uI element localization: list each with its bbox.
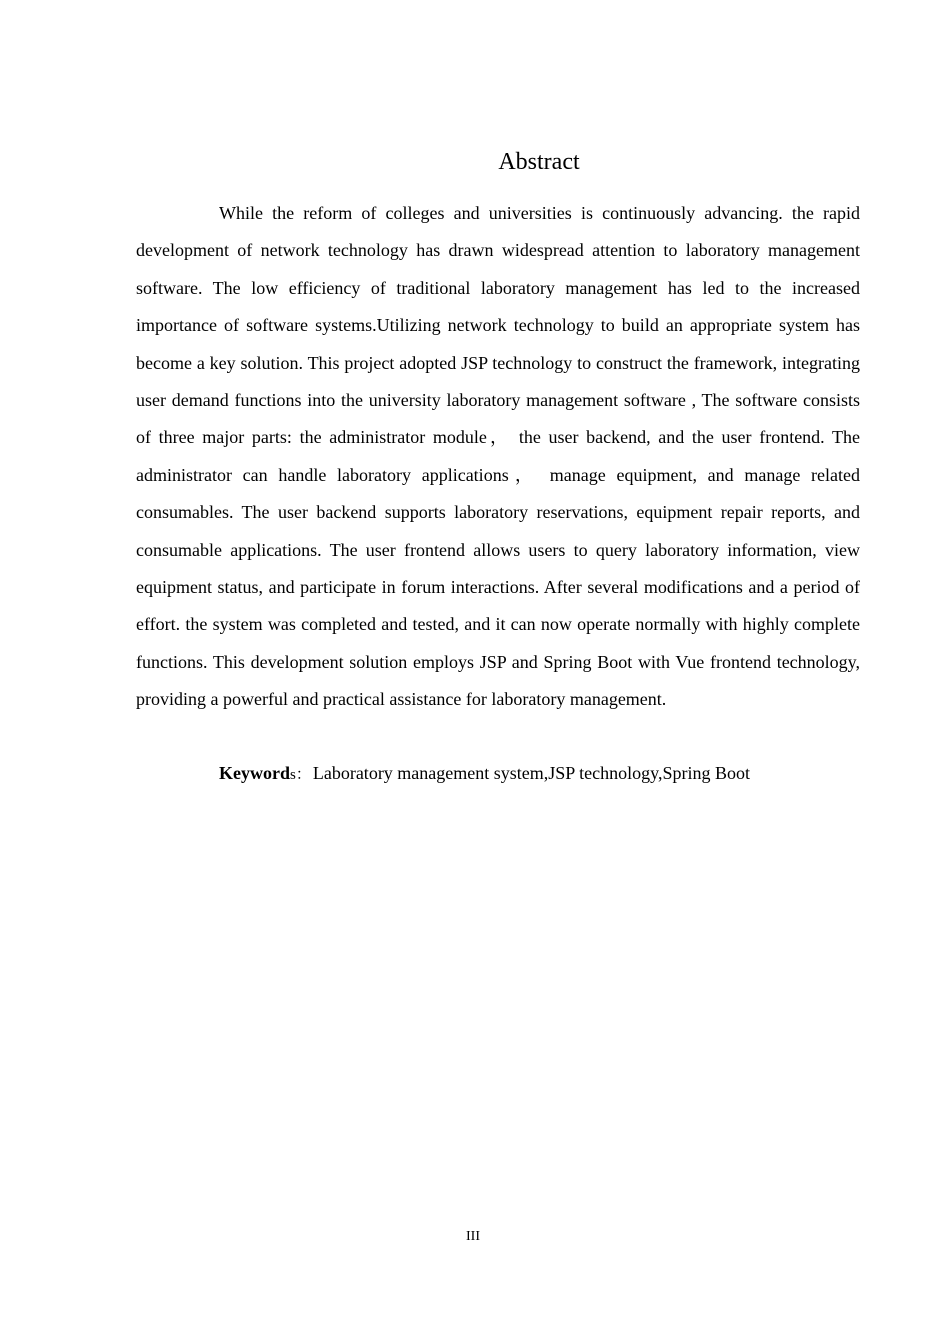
keywords-line bbox=[219, 755, 860, 794]
keywords-label-suffix: s： bbox=[290, 767, 311, 783]
abstract-body: While the reform of colleges and universities is continuously advancing. the rapid development of network technology has drawn widespread attention to laboratory management software. The low efficiency of traditional laboratory management has led to the increased importance of software systems.Utilizing network technology to build an appropriate system has become a key solution. This project adopted JSP technology to construct the framework, integrating user demand functions into the university laboratory management software , The software consists of three major parts: the administrator module， the user backend, and the user frontend. The administrator can handle laboratory applications， manage equipment, and manage related consumables. The user backend supports laboratory reservations, equipment repair reports, and consumable applications. The user frontend allows users to query laboratory information, view equipment status, and participate in forum interactions. After several modifications and a period of effort. the system was completed and tested, and it can now operate normally with highly complete functions. This development solution employs JSP and Spring Boot with Vue frontend technology, providing a powerful and practical assistance for laboratory management. bbox=[136, 203, 860, 710]
keywords-values: Laboratory management system,JSP technology,Spring Boot bbox=[312, 763, 750, 783]
abstract-title: Abstract bbox=[498, 149, 580, 175]
page-number: III bbox=[466, 1229, 480, 1244]
keywords-label: Keyword bbox=[219, 763, 290, 783]
